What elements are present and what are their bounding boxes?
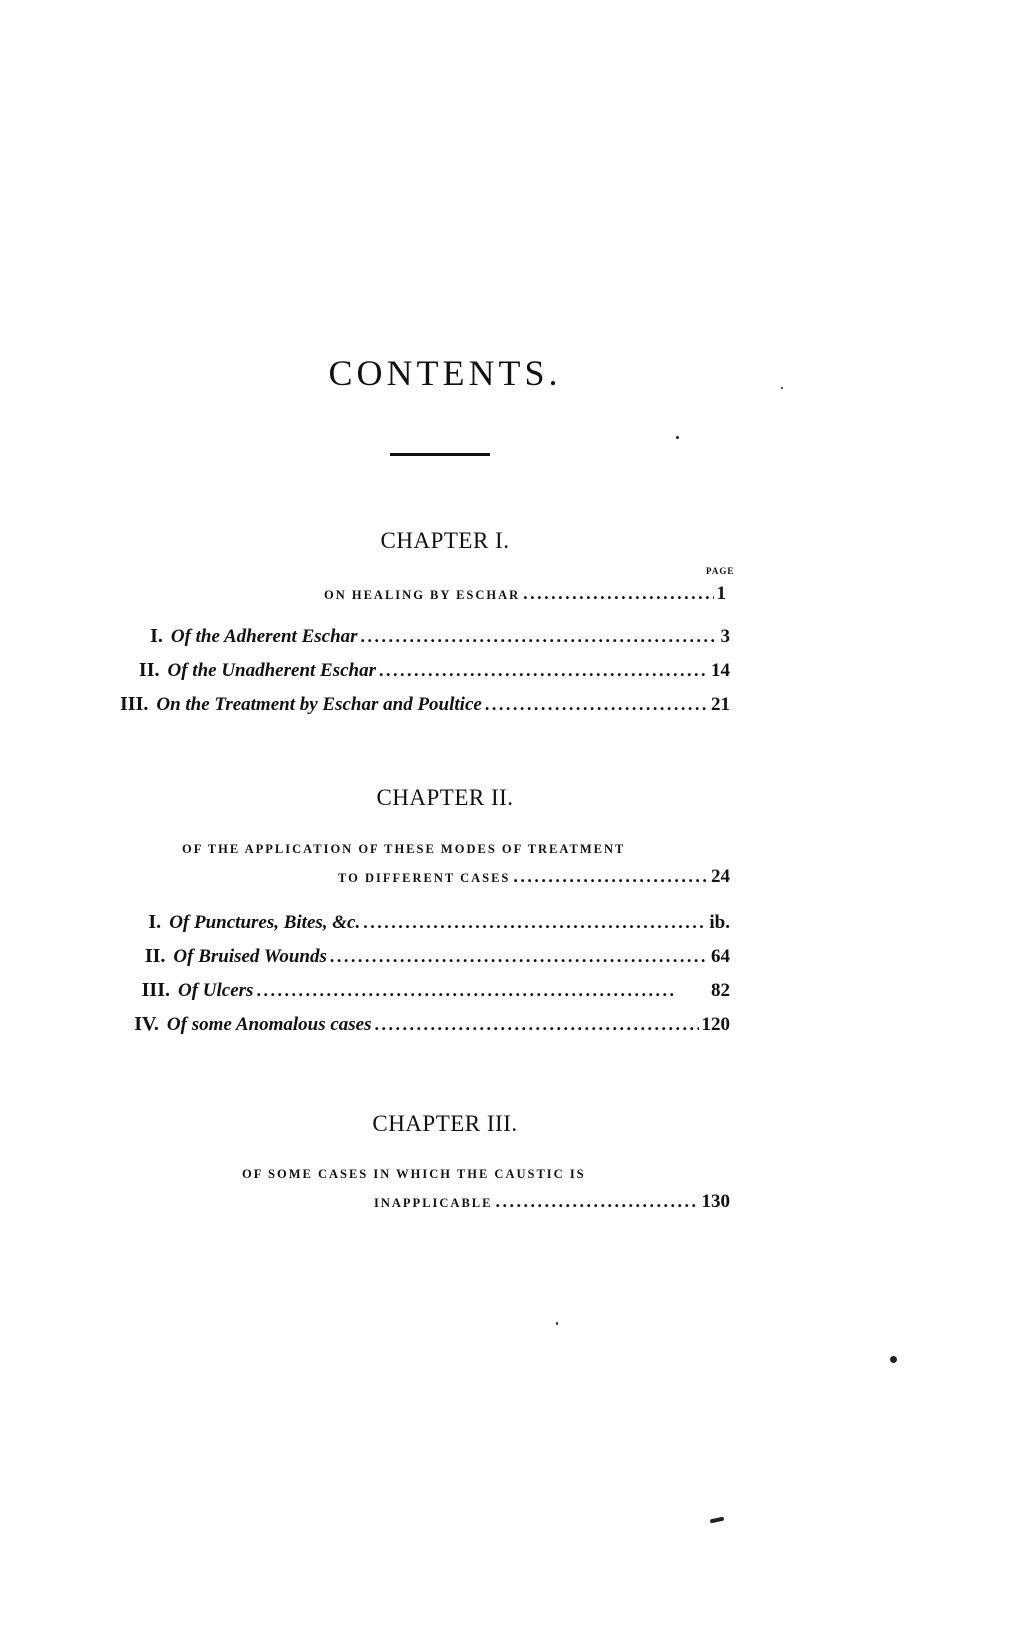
- section-title: Of the Unadherent Eschar: [167, 660, 376, 681]
- section-title: Of some Anomalous cases: [166, 1014, 372, 1035]
- chapter-3-subject-page: 130: [701, 1191, 730, 1212]
- section-page: 14: [711, 660, 730, 681]
- page-column-label: PAGE: [706, 566, 735, 576]
- toc-entry: [120, 693, 730, 716]
- dot-leader: [495, 1191, 698, 1212]
- dot-leader: [523, 583, 713, 604]
- dot-leader: [379, 660, 708, 681]
- dot-leader: [513, 866, 708, 887]
- toc-entry: [120, 625, 730, 648]
- section-title: Of the Adherent Eschar: [170, 626, 358, 647]
- scan-speck: [781, 387, 783, 389]
- section-page: 82: [711, 980, 730, 1001]
- dot-leader: [363, 912, 706, 933]
- section-number: III.: [120, 693, 149, 715]
- section-page: 64: [711, 946, 730, 967]
- section-number: II.: [138, 659, 160, 681]
- section-number: II.: [144, 945, 166, 967]
- chapter-1-subject: [324, 583, 726, 605]
- section-page: ib.: [709, 912, 730, 933]
- dot-leader: [375, 1014, 699, 1035]
- scan-speck: [890, 1356, 897, 1363]
- section-title: On the Treatment by Eschar and Poultice: [156, 694, 482, 715]
- chapter-2-subject-page: 24: [711, 866, 730, 887]
- toc-entry: [120, 911, 730, 934]
- section-number: III.: [141, 979, 170, 1001]
- chapter-3-heading: CHAPTER III.: [372, 1111, 518, 1136]
- section-title: Of Punctures, Bites, &c.: [169, 912, 361, 933]
- chapter-2-heading: CHAPTER II.: [376, 785, 514, 810]
- chapter-1-subject-text: ON HEALING BY ESCHAR: [324, 588, 521, 602]
- chapter-1-heading: CHAPTER I.: [380, 528, 510, 553]
- scan-speck: [710, 1517, 725, 1524]
- page-title: CONTENTS.: [328, 353, 562, 393]
- dot-leader: [485, 694, 708, 715]
- title-rule: [390, 453, 490, 456]
- section-page: 21: [711, 694, 730, 715]
- chapter-2-subject-line2: TO DIFFERENT CASES: [338, 871, 511, 885]
- dot-leader: [330, 946, 708, 967]
- dot-leader: [256, 980, 708, 1001]
- section-page: 120: [701, 1014, 730, 1035]
- section-title: Of Ulcers: [178, 980, 254, 1001]
- scan-speck: [556, 1322, 558, 1325]
- section-title: Of Bruised Wounds: [173, 946, 327, 967]
- toc-entry: [120, 659, 730, 682]
- chapter-3-subject: [374, 1191, 730, 1213]
- section-page: 3: [720, 626, 730, 647]
- chapter-1-subject-page: 1: [716, 583, 726, 604]
- chapter-2-subject: [338, 866, 730, 888]
- toc-entry: [120, 1013, 730, 1036]
- toc-entry: [120, 945, 730, 968]
- chapter-2-subject-line1: OF THE APPLICATION OF THESE MODES OF TREATMENT: [182, 842, 626, 856]
- dot-leader: [361, 626, 718, 647]
- section-number: IV.: [134, 1013, 159, 1035]
- chapter-3-subject-line1: OF SOME CASES IN WHICH THE CAUSTIC IS: [242, 1167, 586, 1181]
- scan-speck: [676, 436, 679, 439]
- section-number: I.: [150, 625, 163, 647]
- toc-entry: [120, 979, 730, 1002]
- section-number: I.: [148, 911, 162, 933]
- chapter-3-subject-line2: INAPPLICABLE: [374, 1196, 493, 1210]
